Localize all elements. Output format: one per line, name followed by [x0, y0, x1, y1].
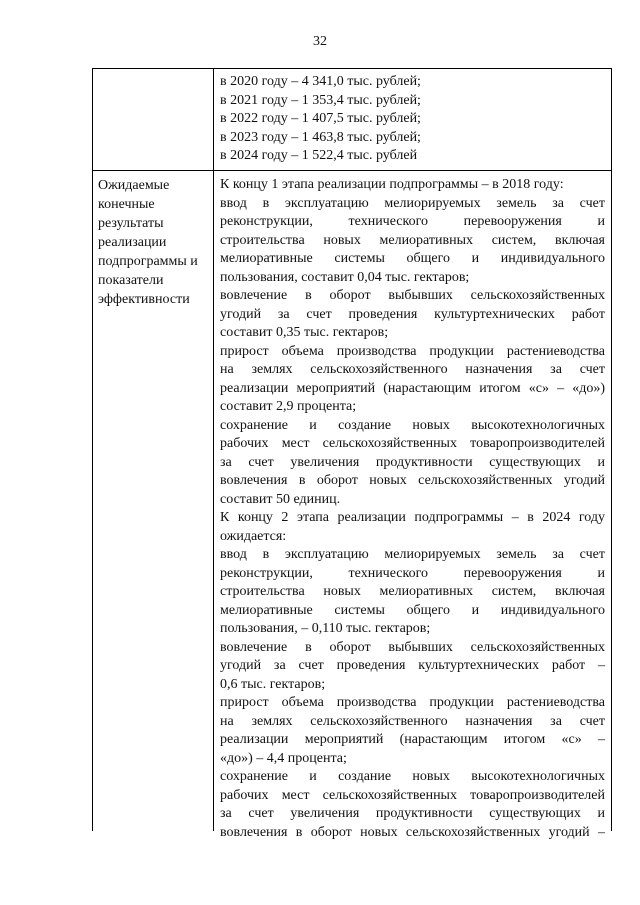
text-line: вовлечение в оборот выбывших сельскохозяйственных [220, 288, 605, 303]
expected-results-content [220, 176, 605, 842]
funding-line-2022: в 2022 году – 1 407,5 тыс. рублей; [220, 111, 421, 126]
text-line: рабочих мест сельскохозяйственных товаропроизводителей [220, 436, 605, 451]
text-line: строительства новых мелиоративных систем, включая [220, 584, 605, 599]
page-number: 32 [313, 34, 327, 49]
stage2-item-land-involvement [220, 639, 605, 695]
stage2-item-irrigation [220, 546, 605, 639]
text-line: вовлечение в оборот выбывших сельскохозяйственных [220, 639, 605, 655]
funding-line-2023: в 2023 году – 1 463,8 тыс. рублей; [220, 129, 421, 145]
stage1-item-production-growth [220, 343, 605, 417]
stage1-item-land-involvement [220, 287, 605, 343]
text-line: за счет увеличения продуктивности существующих и [220, 806, 605, 821]
row-divider [93, 170, 611, 171]
text-line: «до») – 4,4 процента; [220, 750, 347, 766]
text-line: за счет увеличения продуктивности существующих и [220, 454, 605, 470]
text-line: на землях сельскохозяйственного назначения за счет [220, 362, 605, 377]
column-divider [213, 69, 214, 831]
text-line: мелиоративные системы общего и индивидуального [220, 602, 605, 618]
text-line: прирост объема производства продукции растениеводства [220, 695, 605, 710]
funding-cell [220, 73, 605, 166]
text-line: рабочих мест сельскохозяйственных товаропроизводителей [220, 787, 605, 803]
label-line: эффективности [98, 292, 190, 307]
label-line: реализации [98, 235, 167, 250]
text-line: ввод в эксплуатацию мелиорируемых земель за счет [220, 195, 605, 211]
label-line: подпрограммы и [98, 254, 198, 269]
text-line: сохранение и создание новых высокотехнологичных [220, 769, 605, 784]
text-line: реконструкции, технического перевооружения и [220, 565, 605, 581]
stage1-heading: К концу 1 этапа реализации подпрограммы – в 2018 году: [220, 177, 564, 192]
label-line: Ожидаемые [98, 178, 170, 193]
stage1-item-jobs [220, 417, 605, 510]
text-line: пользования, составит 0,04 тыс. гектаров; [220, 269, 470, 285]
text-line: К концу 2 этапа реализации подпрограммы – в 2024 году [220, 510, 605, 525]
label-line: результаты [98, 216, 164, 231]
text-line: угодий за счет проведения культуртехнических работ – [220, 658, 605, 673]
text-line: угодий за счет проведения культуртехнических работ [220, 306, 605, 322]
text-line: прирост объема производства продукции растениеводства [220, 343, 605, 359]
text-line: пользования, – 0,110 тыс. гектаров; [220, 621, 431, 636]
program-table [92, 68, 612, 840]
funding-line-2021: в 2021 году – 1 353,4 тыс. рублей; [220, 92, 421, 108]
funding-line-2020: в 2020 году – 4 341,0 тыс. рублей; [220, 74, 421, 89]
stage2-item-production-growth [220, 694, 605, 768]
text-line: строительства новых мелиоративных систем, включая [220, 232, 605, 248]
text-line: на землях сельскохозяйственного назначения за счет [220, 713, 605, 729]
text-line: мелиоративные системы общего и индивидуального [220, 251, 605, 266]
stage1-item-irrigation [220, 195, 605, 288]
text-line: реализации мероприятий (нарастающим итогом «с» – «до») [220, 380, 605, 396]
text-line: сохранение и создание новых высокотехнологичных [220, 417, 605, 433]
text-line: вовлечения в оборот новых сельскохозяйственных угодий [220, 473, 605, 488]
text-line: составит 2,9 процента; [220, 399, 357, 414]
expected-results-label [98, 176, 210, 309]
stage2-item-jobs [220, 768, 605, 842]
text-line: ожидается: [220, 528, 287, 544]
text-line: 0,6 тыс. гектаров; [220, 676, 326, 692]
text-line: реконструкции, технического перевооружения и [220, 214, 605, 229]
funding-line-2024: в 2024 году – 1 522,4 тыс. рублей [220, 148, 418, 163]
text-line: реализации мероприятий (нарастающим итогом «с» – [220, 732, 605, 747]
stage2-heading [220, 509, 605, 546]
text-line: ввод в эксплуатацию мелиорируемых земель за счет [220, 547, 605, 562]
label-line: конечные [98, 197, 155, 212]
text-line: составит 50 единиц. [220, 491, 341, 507]
text-line: составит 0,35 тыс. гектаров; [220, 325, 389, 340]
text-line: вовлечения в оборот новых сельскохозяйственных угодий – [220, 824, 605, 840]
label-line: показатели [98, 273, 164, 288]
